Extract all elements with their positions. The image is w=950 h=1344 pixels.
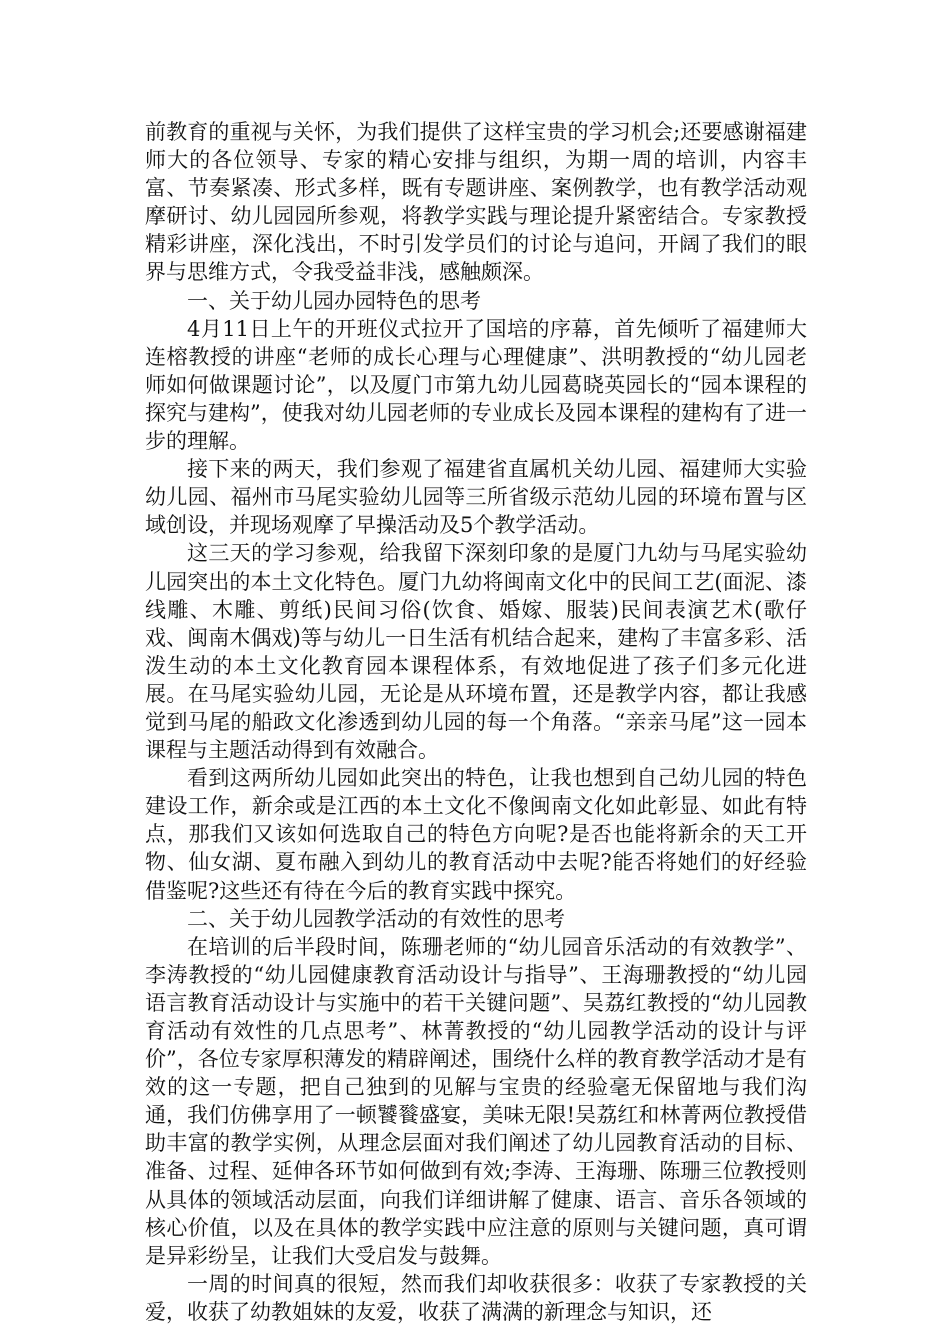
paragraph-effective-teaching: 在培训的后半段时间，陈珊老师的“幼儿园音乐活动的有效教学”、李涛教授的“幼儿园健康教育活动设计与指导”、王海珊教授的“幼儿园语言教育活动设计与实施中的若干关键问题”、吴荔红教授的“幼儿园教育活动有效性的几点思考”、林菁教授的“幼儿园教学活动的设计与评价”，各位专家厚积薄发的精辟阐述，围绕什么样的教育教学活动才是有效的这一专题，把自己独到的见解与宝贵的经验毫无保留地与我们沟通，我们仿佛享用了一顿饕餮盛宴，美味无限!吴荔红和林菁两位教授借助丰富的教学实例，从理念层面对我们阐述了幼儿园教育活动的目标、准备、过程、延伸各环节如何做到有效;李涛、王海珊、陈珊三位教授则从具体的领域活动层面，向我们详细讲解了健康、语言、音乐各领域的核心价值，以及在具体的教学实践中应注意的原则与关键问题，真可谓是异彩纷呈，让我们大受启发与鼓舞。 xyxy=(145,934,807,1268)
paragraph-local-culture: 这三天的学习参观，给我留下深刻印象的是厦门九幼与马尾实验幼儿园突出的本土文化特色。厦门九幼将闽南文化中的民间工艺(面泥、漆线雕、木雕、剪纸)民间习俗(饮食、婚嫁、服装)民间表演艺术(歌仔戏、闽南木偶戏)等与幼儿一日生活有机结合起来，建构了丰富多彩、活泼生动的本土文化教育园本课程体系，有效地促进了孩子们多元化进展。在马尾实验幼儿园，无论是从环境布置，还是教学内容，都让我感觉到马尾的船政文化渗透到幼儿园的每一个角落。“亲亲马尾”这一园本课程与主题活动得到有效融合。 xyxy=(145,541,807,763)
section-heading-1: 一、关于幼儿园办园特色的思考 xyxy=(187,288,481,313)
paragraph-visits: 接下来的两天，我们参观了福建省直属机关幼儿园、福建师大实验幼儿园、福州市马尾实验幼儿园等三所省级示范幼儿园的环境布置与区域创设，并现场观摩了早操活动及5个教学活动。 xyxy=(145,457,807,538)
section-heading-2: 二、关于幼儿园教学活动的有效性的思考 xyxy=(187,906,565,931)
document-page xyxy=(145,118,807,1326)
paragraph-opening-ceremony: 4月11日上午的开班仪式拉开了国培的序幕，首先倾听了福建师大连榕教授的讲座“老师的成长心理与心理健康”、洪明教授的“幼儿园老师如何做课题讨论”，以及厦门市第九幼儿园葛晓英园长的“园本课程的探究与建构”，使我对幼儿园老师的专业成长及园本课程的建构有了进一步的理解。 xyxy=(145,316,807,454)
paragraph-conclusion: 一周的时间真的很短，然而我们却收获很多：收获了专家教授的关爱，收获了幼教姐妹的友爱，收获了满满的新理念与知识，还 xyxy=(145,1271,807,1324)
paragraph-reflection: 看到这两所幼儿园如此突出的特色，让我也想到自己幼儿园的特色建设工作，新余或是江西的本土文化不像闽南文化如此彰显、如此有特点，那我们又该如何选取自己的特色方向呢?是否也能将新余的天工开物、仙女湖、夏布融入到幼儿的教育活动中去呢?能否将她们的好经验借鉴呢?这些还有待在今后的教育实践中探究。 xyxy=(145,766,807,903)
paragraph-intro-continued: 前教育的重视与关怀，为我们提供了这样宝贵的学习机会;还要感谢福建师大的各位领导、专家的精心安排与组织，为期一周的培训，内容丰富、节奏紧凑、形式多样，既有专题讲座、案例教学，也有教学活动观摩研讨、幼儿园园所参观，将教学实践与理论提升紧密结合。专家教授精彩讲座，深化浅出，不时引发学员们的讨论与追问，开阔了我们的眼界与思维方式，令我受益非浅，感触颇深。 xyxy=(145,120,807,285)
